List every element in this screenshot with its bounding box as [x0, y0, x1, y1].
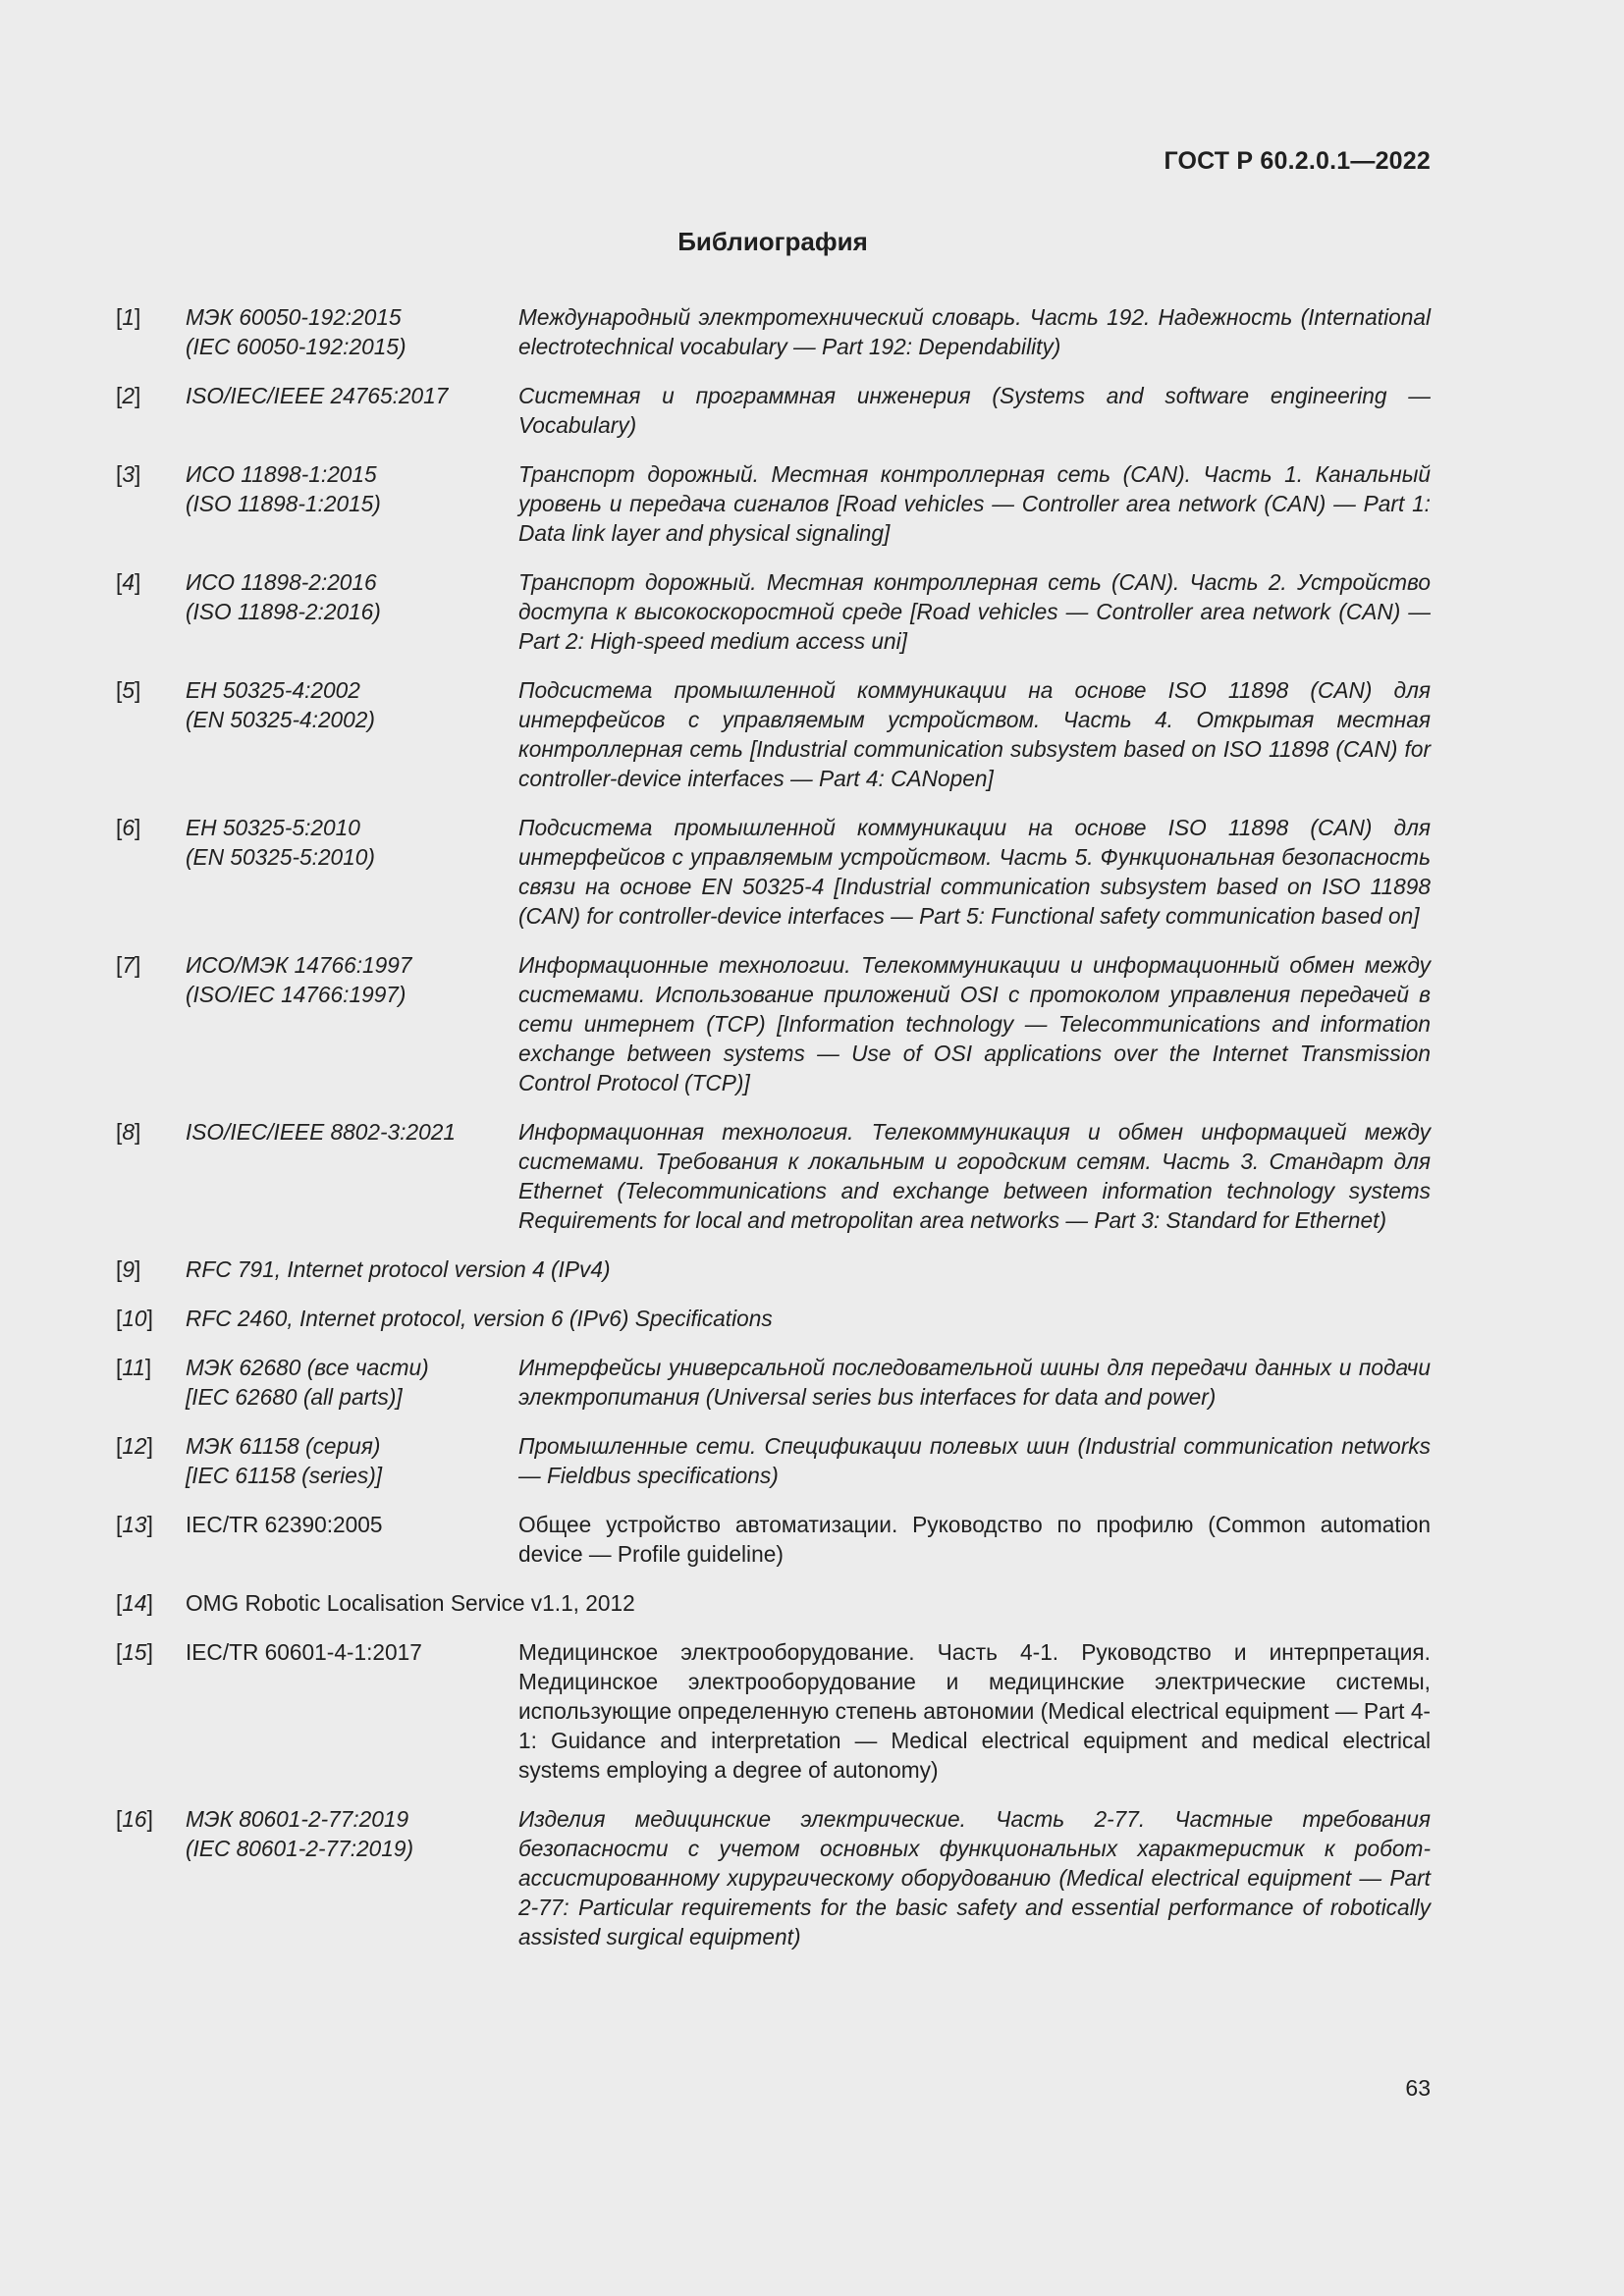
entry-number: [8]	[116, 1119, 141, 1145]
entry-designation: IEC/TR 62390:2005	[186, 1512, 383, 1537]
entry-number-value: 1	[122, 304, 135, 330]
entry-title: Информационные технологии. Телекоммуникации и информационный обмен между системами. Использование приложений OSI с протоколом управления передачей в сети интернет (TCP) [Information technology — Telecommunications and information exchange between systems — Use of OSI applications over the Internet Transmission Control Protocol (TCP)]	[518, 952, 1431, 1095]
entry-number: [10]	[116, 1306, 153, 1331]
entry-number: [14]	[116, 1590, 153, 1616]
entry-number-value: 12	[122, 1433, 147, 1459]
entry-title: Международный электротехнический словарь. Часть 192. Надежность (International electrotechnical vocabulary — Part 192: Dependability)	[518, 304, 1431, 359]
bibliography-entry	[116, 813, 1431, 931]
entry-title: Изделия медицинские электрические. Часть 2-77. Частные требования безопасности с учетом основных функциональных характеристик к робот-ассистированному хирургическому оборудованию (Medical electrical equipment — Part 2-77: Particular requirements for the basic safety and essential performance of robotically assisted surgical equipment)	[518, 1806, 1431, 1949]
entry-title: Медицинское электрооборудование. Часть 4-1. Руководство и интерпретация. Медицинское электрооборудование и медицинские электрические системы, использующие определенную степень автономии (Medical electrical equipment — Part 4-1: Guidance and interpretation — Medical electrical equipment and medical electrical systems employing a degree of autonomy)	[518, 1639, 1431, 1783]
entry-number-value: 11	[122, 1355, 145, 1380]
standard-code: ГОСТ Р 60.2.0.1—2022	[1164, 147, 1431, 175]
entry-number-value: 2	[122, 383, 135, 408]
entry-title: Подсистема промышленной коммуникации на основе ISO 11898 (CAN) для интерфейсов с управляемым устройством. Часть 4. Открытая местная контроллерная сеть [Industrial communication subsystem based on ISO 11898 (CAN) for controller-device interfaces — Part 4: CANopen]	[518, 677, 1431, 791]
entry-number: [3]	[116, 461, 141, 487]
entry-number-value: 9	[122, 1256, 135, 1282]
entry-number: [9]	[116, 1256, 141, 1282]
entry-title: Системная и программная инженерия (Systems and software engineering — Vocabulary)	[518, 383, 1431, 438]
entry-designation: ISO/IEC/IEEE 8802-3:2021	[186, 1119, 456, 1145]
entry-number: [1]	[116, 304, 141, 330]
bibliography-entry	[116, 1353, 1431, 1412]
entry-designation: МЭК 60050-192:2015 (IEC 60050-192:2015)	[186, 304, 406, 359]
bibliography-entry	[116, 1510, 1431, 1569]
entry-title: Общее устройство автоматизации. Руководство по профилю (Common automation device — Profile guideline)	[518, 1512, 1431, 1567]
entry-number-value: 15	[122, 1639, 147, 1665]
entry-number: [7]	[116, 952, 141, 978]
bibliography-entry	[116, 1255, 1431, 1284]
entry-number-value: 7	[122, 952, 135, 978]
entry-number: [4]	[116, 569, 141, 595]
entry-designation: МЭК 61158 (серия) [IEC 61158 (series)]	[186, 1433, 383, 1488]
page-number: 63	[1405, 2075, 1431, 2101]
entry-number-value: 5	[122, 677, 135, 703]
entry-number-value: 3	[122, 461, 135, 487]
entry-title: Промышленные сети. Спецификации полевых шин (Industrial communication networks — Fieldbus specifications)	[518, 1433, 1431, 1488]
entry-title: Информационная технология. Телекоммуникация и обмен информацией между системами. Требования к локальным и городским сетям. Часть 3. Стандарт для Ethernet (Telecommunications and exchange between information technology systems Requirements for local and metropolitan area networks — Part 3: Standard for Ethernet)	[518, 1119, 1431, 1233]
bibliography-entry	[116, 1304, 1431, 1333]
bibliography-entry	[116, 459, 1431, 548]
bibliography-list	[116, 302, 1431, 1971]
entry-designation: IEC/TR 60601-4-1:2017	[186, 1639, 422, 1665]
entry-designation: ИСО 11898-2:2016 (ISO 11898-2:2016)	[186, 569, 381, 624]
bibliography-entry	[116, 1117, 1431, 1235]
entry-title: Подсистема промышленной коммуникации на основе ISO 11898 (CAN) для интерфейсов с управляемым устройством. Часть 5. Функциональная безопасность связи на основе EN 50325-4 [Industrial communication subsystem based on ISO 11898 (CAN) for controller-device interfaces — Part 5: Functional safety communication based on]	[518, 815, 1431, 929]
entry-reference: RFC 2460, Internet protocol, version 6 (IPv6) Specifications	[186, 1306, 773, 1331]
bibliography-entry	[116, 1804, 1431, 1951]
entry-reference: OMG Robotic Localisation Service v1.1, 2012	[186, 1590, 635, 1616]
entry-number-value: 6	[122, 815, 135, 840]
entry-number: [11]	[116, 1355, 152, 1380]
entry-number: [13]	[116, 1512, 153, 1537]
section-title: Библиография	[677, 227, 868, 256]
entry-designation: МЭК 80601-2-77:2019 (IEC 80601-2-77:2019)	[186, 1806, 414, 1861]
entry-number: [2]	[116, 383, 141, 408]
entry-number: [12]	[116, 1433, 153, 1459]
entry-number: [15]	[116, 1639, 153, 1665]
entry-designation: ИСО 11898-1:2015 (ISO 11898-1:2015)	[186, 461, 381, 516]
entry-reference: RFC 791, Internet protocol version 4 (IPv4)	[186, 1256, 611, 1282]
entry-designation: ISO/IEC/IEEE 24765:2017	[186, 383, 449, 408]
bibliography-entry	[116, 675, 1431, 793]
entry-number-value: 16	[122, 1806, 147, 1832]
bibliography-entry	[116, 381, 1431, 440]
entry-number-value: 13	[122, 1512, 147, 1537]
entry-title: Транспорт дорожный. Местная контроллерная сеть (CAN). Часть 2. Устройство доступа к высокоскоростной среде [Road vehicles — Controller area network (CAN) — Part 2: High-speed medium access uni]	[518, 569, 1431, 654]
entry-number-value: 8	[122, 1119, 135, 1145]
entry-number-value: 10	[122, 1306, 147, 1331]
entry-designation: МЭК 62680 (все части) [IEC 62680 (all parts)]	[186, 1355, 429, 1410]
entry-designation: ЕН 50325-4:2002 (EN 50325-4:2002)	[186, 677, 375, 732]
entry-number-value: 4	[122, 569, 135, 595]
entry-number-value: 14	[122, 1590, 147, 1616]
bibliography-entry	[116, 950, 1431, 1097]
bibliography-entry	[116, 1588, 1431, 1618]
entry-designation: ИСО/МЭК 14766:1997 (ISO/IEC 14766:1997)	[186, 952, 412, 1007]
entry-title: Интерфейсы универсальной последовательной шины для передачи данных и подачи электропитания (Universal series bus interfaces for data and power)	[518, 1355, 1431, 1410]
entry-number: [16]	[116, 1806, 153, 1832]
entry-number: [6]	[116, 815, 141, 840]
bibliography-entry	[116, 1431, 1431, 1490]
bibliography-entry	[116, 1637, 1431, 1785]
entry-title: Транспорт дорожный. Местная контроллерная сеть (CAN). Часть 1. Канальный уровень и передача сигналов [Road vehicles — Controller area network (CAN) — Part 1: Data link layer and physical signaling]	[518, 461, 1431, 546]
bibliography-entry	[116, 302, 1431, 361]
entry-designation: ЕН 50325-5:2010 (EN 50325-5:2010)	[186, 815, 375, 870]
bibliography-entry	[116, 567, 1431, 656]
entry-number: [5]	[116, 677, 141, 703]
